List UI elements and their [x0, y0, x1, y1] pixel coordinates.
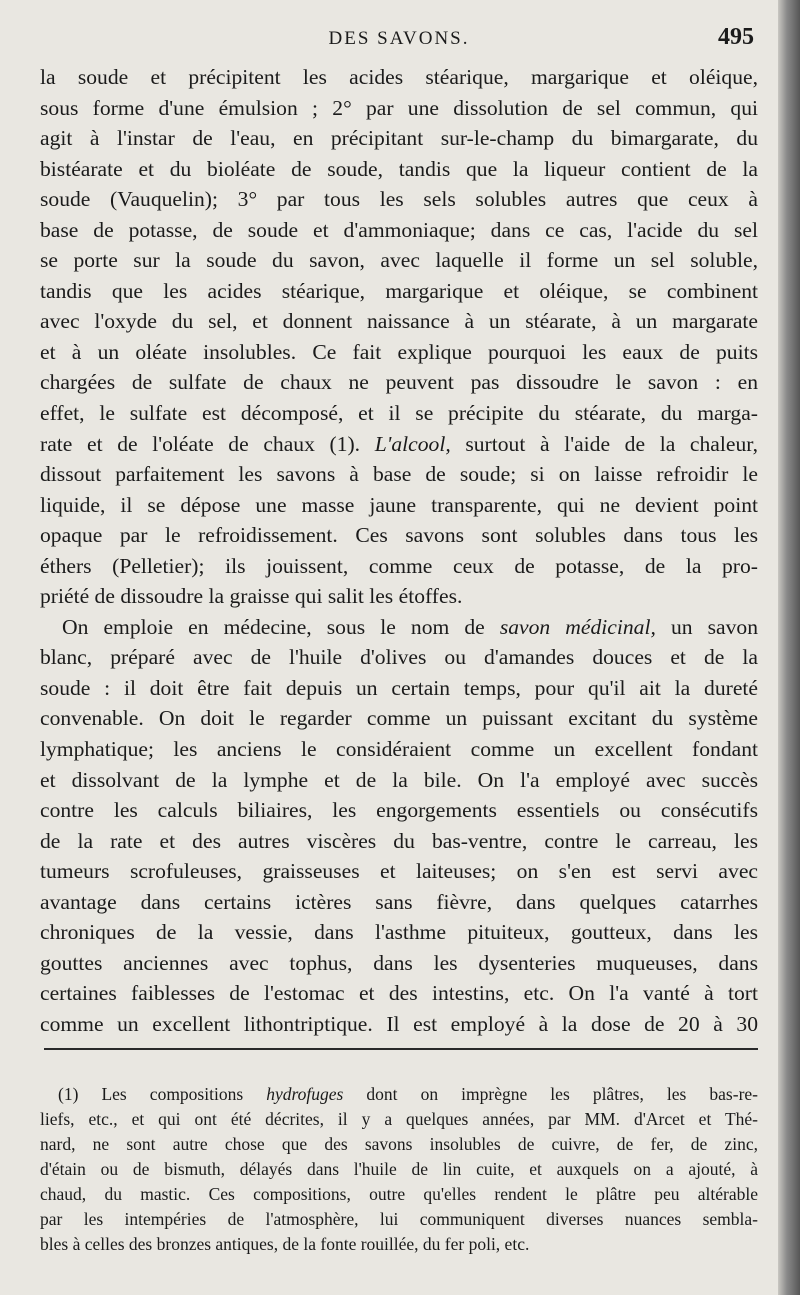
- text-line: blanc, préparé avec de l'huile d'olives ou d'amandes douces et de la: [40, 645, 758, 670]
- page-number: 495: [718, 24, 754, 50]
- text-line: d'étain ou de bismuth, délayés dans l'huile de lin cuite, et auxquels on a ajouté, à: [40, 1159, 758, 1179]
- text-line: contre les calculs biliaires, les engorgements essentiels ou consécutifs: [40, 798, 758, 823]
- italic-term: savon médicinal,: [499, 614, 656, 639]
- text-line: liefs, etc., et qui ont été décrites, il y a quelques années, par MM. d'Arcet et Thé-: [40, 1109, 758, 1129]
- text-run: rate et de l'oléate de chaux (1).: [40, 431, 375, 456]
- text-line: certaines faiblesses de l'estomac et des intestins, etc. On l'a vanté à tort: [40, 981, 758, 1006]
- text-line: bistéarate et du bioléate de soude, tandis que la liqueur contient de la: [40, 156, 758, 181]
- footnote-rule: [44, 1048, 758, 1050]
- text-line: liquide, il se dépose une masse jaune transparente, qui ne devient point: [40, 492, 758, 517]
- text-line: avec l'oxyde du sel, et donnent naissance à un stéarate, à un margarate: [40, 309, 758, 334]
- text-line: [40, 1082, 758, 1107]
- text-line: par les intempéries de l'atmosphère, lui communiquent diverses nuances sembla-: [40, 1209, 758, 1229]
- text-line: gouttes anciennes avec tophus, dans les dysenteries muqueuses, dans: [40, 950, 758, 975]
- text-line: et à un oléate insolubles. Ce fait explique pourquoi les eaux de puits: [40, 339, 758, 364]
- text-line: soude : il doit être fait depuis un certain temps, pour qu'il ait la dureté: [40, 675, 758, 700]
- text-line: opaque par le refroidissement. Ces savons sont solubles dans tous les: [40, 523, 758, 548]
- text-run: surtout à l'aide de la chaleur,: [450, 431, 758, 456]
- text-line: la soude et précipitent les acides stéarique, margarique et oléique,: [40, 65, 758, 89]
- text-run: On emploie en médecine, sous le nom de: [62, 614, 500, 639]
- text-line: dissout parfaitement les savons à base de soude; si on laisse refroidir le: [40, 462, 758, 487]
- text-line: éthers (Pelletier); ils jouissent, comme ceux de potasse, de la pro-: [40, 553, 758, 578]
- text-line: avantage dans certains ictères sans fièvre, dans quelques catarrhes: [40, 889, 758, 914]
- italic-term: hydrofuges: [266, 1084, 344, 1104]
- text-line: et dissolvant de la lymphe et de la bile. On l'a employé avec succès: [40, 767, 758, 792]
- text-line: convenable. On doit le regarder comme un puissant excitant du système: [40, 706, 758, 731]
- text-run: (1) Les compositions: [58, 1084, 267, 1104]
- body-text: [40, 62, 758, 1040]
- footnote: [40, 1082, 758, 1257]
- text-run: dont on imprègne les plâtres, les bas-re-: [343, 1084, 758, 1104]
- text-line: bles à celles des bronzes antiques, de la fonte rouillée, du fer poli, etc.: [40, 1234, 530, 1254]
- text-line: base de potasse, de soude et d'ammoniaque; dans ce cas, l'acide du sel: [40, 217, 758, 242]
- text-line: tandis que les acides stéarique, margarique et oléique, se combinent: [40, 278, 758, 303]
- text-line: priété de dissoudre la graisse qui salit les étoffes.: [40, 584, 463, 609]
- text-line: chargées de sulfate de chaux ne peuvent pas dissoudre le savon : en: [40, 370, 758, 395]
- text-line: [40, 429, 758, 460]
- text-line: chroniques de la vessie, dans l'asthme pituiteux, goutteux, dans les: [40, 920, 758, 945]
- text-line: nard, ne sont autre chose que des savons insolubles de cuivre, de fer, de zinc,: [40, 1134, 758, 1154]
- text-line: agit à l'instar de l'eau, en précipitant sur-le-champ du bimargarate, du: [40, 126, 758, 151]
- running-title: DES SAVONS.: [328, 28, 470, 49]
- page-gutter-shadow: [778, 0, 800, 1295]
- text-line: chaud, du mastic. Ces compositions, outre qu'elles rendent le plâtre peu altérable: [40, 1184, 758, 1204]
- text-line: effet, le sulfate est décomposé, et il se précipite du stéarate, du marga-: [40, 401, 758, 426]
- text-line: sous forme d'une émulsion ; 2° par une dissolution de sel commun, qui: [40, 95, 758, 120]
- text-run: un savon: [655, 614, 758, 639]
- running-head: [40, 24, 758, 58]
- text-line: lymphatique; les anciens le considéraient comme un excellent fondant: [40, 737, 758, 762]
- text-line: de la rate et des autres viscères du bas-ventre, contre le carreau, les: [40, 828, 758, 853]
- text-line: comme un excellent lithontriptique. Il est employé à la dose de 20 à 30: [40, 1011, 758, 1036]
- italic-term: L'alcool,: [374, 431, 451, 456]
- text-line: tumeurs scrofuleuses, graisseuses et laiteuses; on s'en est servi avec: [40, 859, 758, 884]
- text-line: se porte sur la soude du savon, avec laquelle il forme un sel soluble,: [40, 248, 758, 273]
- text-line: [40, 612, 758, 643]
- text-line: soude (Vauquelin); 3° par tous les sels solubles autres que ceux à: [40, 187, 758, 212]
